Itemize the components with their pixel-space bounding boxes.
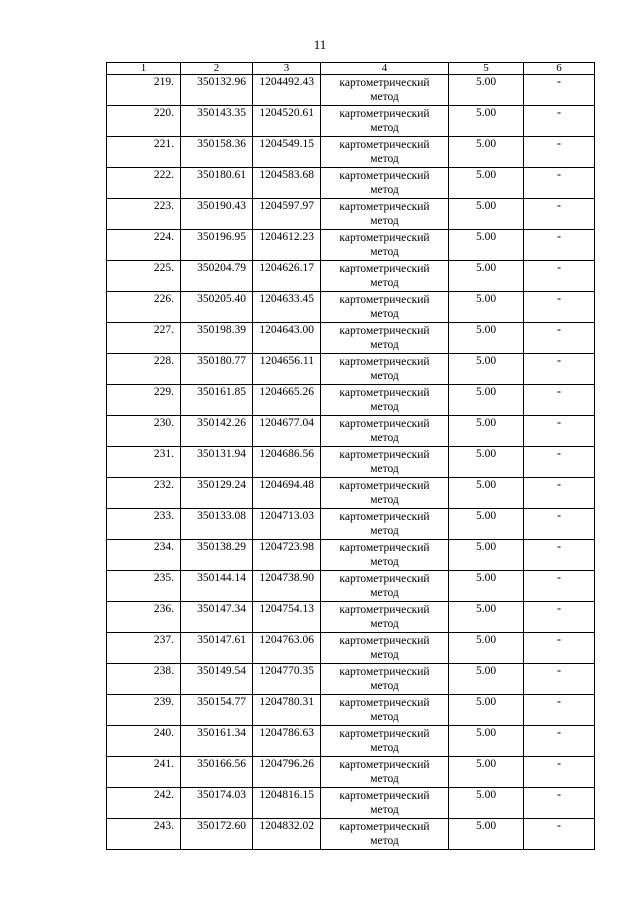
table-body	[107, 75, 595, 850]
note-cell: -	[524, 292, 595, 323]
method-cell	[321, 602, 449, 633]
column-header-3: 3	[253, 63, 321, 75]
point-number-cell: 241.	[107, 757, 181, 788]
table-row	[107, 819, 595, 850]
method-cell	[321, 633, 449, 664]
x-coordinate-cell: 350133.08	[181, 509, 253, 540]
method-line-1: картометрический	[339, 790, 430, 802]
method-cell	[321, 137, 449, 168]
note-cell: -	[524, 137, 595, 168]
table-row	[107, 695, 595, 726]
column-header-4: 4	[321, 63, 449, 75]
table-row	[107, 230, 595, 261]
x-coordinate-cell: 350132.96	[181, 75, 253, 106]
accuracy-cell: 5.00	[449, 199, 524, 230]
accuracy-cell: 5.00	[449, 509, 524, 540]
accuracy-cell: 5.00	[449, 726, 524, 757]
note-cell: -	[524, 664, 595, 695]
table-row	[107, 261, 595, 292]
x-coordinate-cell: 350129.24	[181, 478, 253, 509]
y-coordinate-cell: 1204677.04	[253, 416, 321, 447]
method-line-2: метод	[370, 91, 399, 103]
point-number-cell: 225.	[107, 261, 181, 292]
y-coordinate-cell: 1204796.26	[253, 757, 321, 788]
table-row	[107, 323, 595, 354]
x-coordinate-cell: 350198.39	[181, 323, 253, 354]
accuracy-cell: 5.00	[449, 354, 524, 385]
accuracy-cell: 5.00	[449, 478, 524, 509]
y-coordinate-cell: 1204754.13	[253, 602, 321, 633]
accuracy-cell: 5.00	[449, 230, 524, 261]
header-row	[107, 63, 595, 75]
table-row	[107, 137, 595, 168]
x-coordinate-cell: 350144.14	[181, 571, 253, 602]
accuracy-cell: 5.00	[449, 788, 524, 819]
y-coordinate-cell: 1204780.31	[253, 695, 321, 726]
method-cell	[321, 726, 449, 757]
coordinates-table	[106, 62, 595, 850]
method-line-2: метод	[370, 773, 399, 785]
column-header-6: 6	[524, 63, 595, 75]
method-cell	[321, 292, 449, 323]
x-coordinate-cell: 350131.94	[181, 447, 253, 478]
x-coordinate-cell: 350174.03	[181, 788, 253, 819]
method-line-2: метод	[370, 215, 399, 227]
method-line-1: картометрический	[339, 232, 430, 244]
x-coordinate-cell: 350196.95	[181, 230, 253, 261]
method-line-2: метод	[370, 525, 399, 537]
y-coordinate-cell: 1204832.02	[253, 819, 321, 850]
note-cell: -	[524, 354, 595, 385]
method-line-1: картометрический	[339, 325, 430, 337]
method-cell	[321, 230, 449, 261]
note-cell: -	[524, 571, 595, 602]
method-line-2: метод	[370, 122, 399, 134]
column-header-5: 5	[449, 63, 524, 75]
accuracy-cell: 5.00	[449, 416, 524, 447]
method-line-1: картометрический	[339, 356, 430, 368]
table-row	[107, 416, 595, 447]
x-coordinate-cell: 350190.43	[181, 199, 253, 230]
accuracy-cell: 5.00	[449, 633, 524, 664]
table-row	[107, 602, 595, 633]
x-coordinate-cell: 350204.79	[181, 261, 253, 292]
accuracy-cell: 5.00	[449, 168, 524, 199]
point-number-cell: 234.	[107, 540, 181, 571]
y-coordinate-cell: 1204583.68	[253, 168, 321, 199]
method-line-1: картометрический	[339, 573, 430, 585]
table-row	[107, 168, 595, 199]
y-coordinate-cell: 1204713.03	[253, 509, 321, 540]
method-line-2: метод	[370, 308, 399, 320]
point-number-cell: 222.	[107, 168, 181, 199]
method-line-2: метод	[370, 432, 399, 444]
table-row	[107, 633, 595, 664]
x-coordinate-cell: 350147.34	[181, 602, 253, 633]
table-row	[107, 788, 595, 819]
method-line-2: метод	[370, 711, 399, 723]
y-coordinate-cell: 1204738.90	[253, 571, 321, 602]
table-row	[107, 509, 595, 540]
point-number-cell: 221.	[107, 137, 181, 168]
accuracy-cell: 5.00	[449, 292, 524, 323]
method-cell	[321, 540, 449, 571]
method-line-1: картометрический	[339, 263, 430, 275]
note-cell: -	[524, 416, 595, 447]
point-number-cell: 226.	[107, 292, 181, 323]
point-number-cell: 231.	[107, 447, 181, 478]
y-coordinate-cell: 1204520.61	[253, 106, 321, 137]
column-header-2: 2	[181, 63, 253, 75]
method-line-1: картометрический	[339, 449, 430, 461]
note-cell: -	[524, 602, 595, 633]
point-number-cell: 237.	[107, 633, 181, 664]
note-cell: -	[524, 757, 595, 788]
point-number-cell: 235.	[107, 571, 181, 602]
note-cell: -	[524, 540, 595, 571]
accuracy-cell: 5.00	[449, 137, 524, 168]
method-line-2: метод	[370, 370, 399, 382]
method-line-2: метод	[370, 277, 399, 289]
method-line-1: картометрический	[339, 480, 430, 492]
x-coordinate-cell: 350161.85	[181, 385, 253, 416]
point-number-cell: 228.	[107, 354, 181, 385]
point-number-cell: 230.	[107, 416, 181, 447]
note-cell: -	[524, 385, 595, 416]
note-cell: -	[524, 726, 595, 757]
table-row	[107, 726, 595, 757]
x-coordinate-cell: 350205.40	[181, 292, 253, 323]
method-line-2: метод	[370, 494, 399, 506]
method-line-1: картометрический	[339, 294, 430, 306]
point-number-cell: 220.	[107, 106, 181, 137]
column-header-1: 1	[107, 63, 181, 75]
method-cell	[321, 354, 449, 385]
y-coordinate-cell: 1204786.63	[253, 726, 321, 757]
y-coordinate-cell: 1204723.98	[253, 540, 321, 571]
method-cell	[321, 323, 449, 354]
y-coordinate-cell: 1204597.97	[253, 199, 321, 230]
x-coordinate-cell: 350158.36	[181, 137, 253, 168]
x-coordinate-cell: 350180.61	[181, 168, 253, 199]
method-cell	[321, 385, 449, 416]
method-cell	[321, 571, 449, 602]
y-coordinate-cell: 1204770.35	[253, 664, 321, 695]
method-cell	[321, 478, 449, 509]
accuracy-cell: 5.00	[449, 695, 524, 726]
method-line-1: картометрический	[339, 418, 430, 430]
note-cell: -	[524, 230, 595, 261]
y-coordinate-cell: 1204763.06	[253, 633, 321, 664]
table-row	[107, 106, 595, 137]
x-coordinate-cell: 350161.34	[181, 726, 253, 757]
x-coordinate-cell: 350172.60	[181, 819, 253, 850]
method-line-1: картометрический	[339, 604, 430, 616]
table-row	[107, 75, 595, 106]
table-row	[107, 385, 595, 416]
method-line-2: метод	[370, 401, 399, 413]
note-cell: -	[524, 106, 595, 137]
point-number-cell: 229.	[107, 385, 181, 416]
point-number-cell: 239.	[107, 695, 181, 726]
page-number: 11	[313, 37, 327, 52]
y-coordinate-cell: 1204686.56	[253, 447, 321, 478]
table-row	[107, 292, 595, 323]
point-number-cell: 223.	[107, 199, 181, 230]
method-line-2: метод	[370, 339, 399, 351]
method-line-1: картометрический	[339, 666, 430, 678]
accuracy-cell: 5.00	[449, 571, 524, 602]
note-cell: -	[524, 509, 595, 540]
y-coordinate-cell: 1204656.11	[253, 354, 321, 385]
method-line-2: метод	[370, 618, 399, 630]
method-cell	[321, 664, 449, 695]
x-coordinate-cell: 350147.61	[181, 633, 253, 664]
method-cell	[321, 106, 449, 137]
note-cell: -	[524, 447, 595, 478]
accuracy-cell: 5.00	[449, 602, 524, 633]
note-cell: -	[524, 168, 595, 199]
point-number-cell: 238.	[107, 664, 181, 695]
method-line-2: метод	[370, 556, 399, 568]
note-cell: -	[524, 323, 595, 354]
note-cell: -	[524, 199, 595, 230]
y-coordinate-cell: 1204694.48	[253, 478, 321, 509]
accuracy-cell: 5.00	[449, 261, 524, 292]
method-line-2: метод	[370, 153, 399, 165]
method-cell	[321, 416, 449, 447]
method-line-2: метод	[370, 680, 399, 692]
point-number-cell: 242.	[107, 788, 181, 819]
method-line-2: метод	[370, 184, 399, 196]
method-line-1: картометрический	[339, 542, 430, 554]
table-row	[107, 447, 595, 478]
method-cell	[321, 788, 449, 819]
y-coordinate-cell: 1204626.17	[253, 261, 321, 292]
method-line-2: метод	[370, 649, 399, 661]
accuracy-cell: 5.00	[449, 757, 524, 788]
method-line-2: метод	[370, 587, 399, 599]
point-number-cell: 227.	[107, 323, 181, 354]
note-cell: -	[524, 261, 595, 292]
method-cell	[321, 819, 449, 850]
method-line-2: метод	[370, 742, 399, 754]
method-line-1: картометрический	[339, 387, 430, 399]
method-line-1: картометрический	[339, 759, 430, 771]
method-line-1: картометрический	[339, 108, 430, 120]
note-cell: -	[524, 788, 595, 819]
point-number-cell: 232.	[107, 478, 181, 509]
table-row	[107, 354, 595, 385]
x-coordinate-cell: 350142.26	[181, 416, 253, 447]
note-cell: -	[524, 75, 595, 106]
table-row	[107, 664, 595, 695]
method-cell	[321, 261, 449, 292]
method-cell	[321, 199, 449, 230]
point-number-cell: 243.	[107, 819, 181, 850]
table-row	[107, 199, 595, 230]
accuracy-cell: 5.00	[449, 819, 524, 850]
accuracy-cell: 5.00	[449, 540, 524, 571]
method-line-2: метод	[370, 463, 399, 475]
accuracy-cell: 5.00	[449, 447, 524, 478]
table-row	[107, 478, 595, 509]
method-line-1: картометрический	[339, 170, 430, 182]
accuracy-cell: 5.00	[449, 106, 524, 137]
method-cell	[321, 447, 449, 478]
method-line-2: метод	[370, 835, 399, 847]
accuracy-cell: 5.00	[449, 385, 524, 416]
table-row	[107, 757, 595, 788]
y-coordinate-cell: 1204612.23	[253, 230, 321, 261]
y-coordinate-cell: 1204643.00	[253, 323, 321, 354]
method-cell	[321, 75, 449, 106]
method-line-1: картометрический	[339, 821, 430, 833]
y-coordinate-cell: 1204633.45	[253, 292, 321, 323]
method-line-1: картометрический	[339, 77, 430, 89]
method-line-1: картометрический	[339, 728, 430, 740]
method-line-1: картометрический	[339, 697, 430, 709]
method-line-1: картометрический	[339, 139, 430, 151]
x-coordinate-cell: 350180.77	[181, 354, 253, 385]
note-cell: -	[524, 478, 595, 509]
y-coordinate-cell: 1204492.43	[253, 75, 321, 106]
x-coordinate-cell: 350149.54	[181, 664, 253, 695]
method-cell	[321, 509, 449, 540]
x-coordinate-cell: 350154.77	[181, 695, 253, 726]
table-row	[107, 540, 595, 571]
method-cell	[321, 757, 449, 788]
point-number-cell: 236.	[107, 602, 181, 633]
note-cell: -	[524, 695, 595, 726]
method-line-1: картометрический	[339, 635, 430, 647]
y-coordinate-cell: 1204549.15	[253, 137, 321, 168]
table-row	[107, 571, 595, 602]
y-coordinate-cell: 1204816.15	[253, 788, 321, 819]
point-number-cell: 240.	[107, 726, 181, 757]
method-line-2: метод	[370, 804, 399, 816]
x-coordinate-cell: 350143.35	[181, 106, 253, 137]
method-line-1: картометрический	[339, 201, 430, 213]
accuracy-cell: 5.00	[449, 323, 524, 354]
note-cell: -	[524, 819, 595, 850]
method-cell	[321, 695, 449, 726]
x-coordinate-cell: 350166.56	[181, 757, 253, 788]
accuracy-cell: 5.00	[449, 664, 524, 695]
method-line-1: картометрический	[339, 511, 430, 523]
method-line-2: метод	[370, 246, 399, 258]
y-coordinate-cell: 1204665.26	[253, 385, 321, 416]
point-number-cell: 219.	[107, 75, 181, 106]
note-cell: -	[524, 633, 595, 664]
method-cell	[321, 168, 449, 199]
point-number-cell: 224.	[107, 230, 181, 261]
accuracy-cell: 5.00	[449, 75, 524, 106]
point-number-cell: 233.	[107, 509, 181, 540]
x-coordinate-cell: 350138.29	[181, 540, 253, 571]
